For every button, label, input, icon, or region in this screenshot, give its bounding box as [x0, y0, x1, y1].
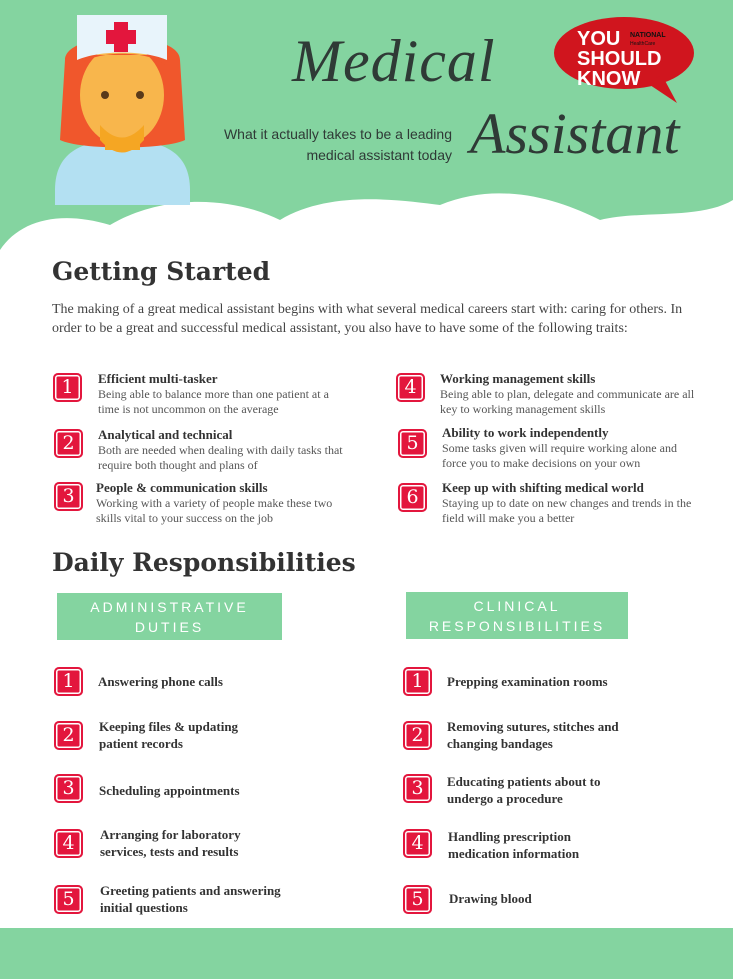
- clinical-duty: Prepping examination rooms: [447, 674, 608, 689]
- admin-duty: Keeping files & updating patient records: [99, 719, 239, 751]
- number-badge: 1: [54, 667, 83, 696]
- number-badge: 3: [54, 774, 83, 803]
- daily-responsibilities-heading: Daily Responsibilities: [52, 548, 356, 577]
- admin-duty: Answering phone calls: [98, 674, 223, 689]
- number-badge: 5: [403, 885, 432, 914]
- trait-title: Efficient multi-tasker: [98, 371, 218, 386]
- svg-text:KNOW: KNOW: [577, 68, 641, 90]
- trait-item: [442, 425, 702, 471]
- you-should-know-logo: [552, 15, 702, 103]
- trait-desc: Being able to balance more than one patient at a time is not uncommon on the average: [98, 387, 329, 416]
- getting-started-heading: Getting Started: [52, 257, 271, 286]
- clinical-duty: Handling prescription medication information: [448, 829, 580, 861]
- svg-text:SHOULD: SHOULD: [577, 48, 662, 70]
- tagline-line: medical assistant today: [306, 147, 452, 163]
- trait-desc: Staying up to date on new changes and trends in the field will make you a better: [442, 496, 692, 525]
- number-badge: 4: [403, 829, 432, 858]
- trait-title: Working management skills: [440, 371, 596, 386]
- trait-desc: Working with a variety of people make these two skills vital to your success on the job: [96, 496, 333, 525]
- number-badge: 5: [398, 429, 427, 458]
- title-assistant: Assistant: [470, 101, 680, 166]
- number-badge: 2: [403, 721, 432, 750]
- trait-title: Analytical and technical: [98, 427, 233, 442]
- number-badge: 4: [396, 373, 425, 402]
- tagline-line: What it actually takes to be a leading: [223, 126, 452, 142]
- admin-duty: Greeting patients and answering initial questions: [100, 883, 281, 915]
- clinical-duty: Removing sutures, stitches and changing bandages: [447, 719, 619, 751]
- trait-item: [98, 371, 358, 417]
- number-badge: 1: [403, 667, 432, 696]
- title-medical: Medical: [292, 28, 496, 94]
- number-badge: 3: [403, 774, 432, 803]
- number-badge: 2: [54, 429, 83, 458]
- trait-desc: Both are needed when dealing with daily tasks that require both thought and plans of: [98, 443, 343, 472]
- number-badge: 4: [54, 829, 83, 858]
- trait-title: People & communication skills: [96, 480, 268, 495]
- intro-text: The making of a great medical assistant begins with what several medical careers start with: caring for others. In order to be a great and successful medical assistant, you also have to have some of the following traits:: [52, 302, 683, 336]
- admin-duties-label: ADMINISTRATIVE DUTIES: [57, 593, 282, 640]
- number-badge: 5: [54, 885, 83, 914]
- clinical-label: CLINICAL RESPONSIBILITIES: [406, 592, 628, 639]
- trait-item: [96, 480, 356, 526]
- tagline: [202, 124, 452, 166]
- number-badge: 1: [53, 373, 82, 402]
- number-badge: 2: [54, 721, 83, 750]
- svg-text:NATIONAL: NATIONAL: [630, 32, 666, 39]
- svg-text:HealthCare: HealthCare: [630, 41, 656, 47]
- admin-duty: Scheduling appointments: [99, 783, 240, 798]
- footer-band: [0, 928, 733, 979]
- trait-item: [440, 371, 700, 417]
- trait-title: Ability to work independently: [442, 425, 609, 440]
- trait-title: Keep up with shifting medical world: [442, 480, 644, 495]
- trait-item: [98, 427, 358, 473]
- trait-desc: Some tasks given will require working alone and force you to make decisions on your own: [442, 441, 677, 470]
- nurse-illustration: [45, 10, 200, 205]
- clinical-duty: Drawing blood: [449, 891, 532, 906]
- number-badge: 6: [398, 483, 427, 512]
- admin-duty: Arranging for laboratory services, tests and results: [100, 827, 241, 859]
- trait-desc: Being able to plan, delegate and communicate are all key to working management skills: [440, 387, 695, 416]
- clinical-duty: Educating patients about to undergo a procedure: [447, 774, 601, 806]
- svg-text:YOU: YOU: [577, 28, 621, 50]
- number-badge: 3: [54, 482, 83, 511]
- trait-item: [442, 480, 702, 526]
